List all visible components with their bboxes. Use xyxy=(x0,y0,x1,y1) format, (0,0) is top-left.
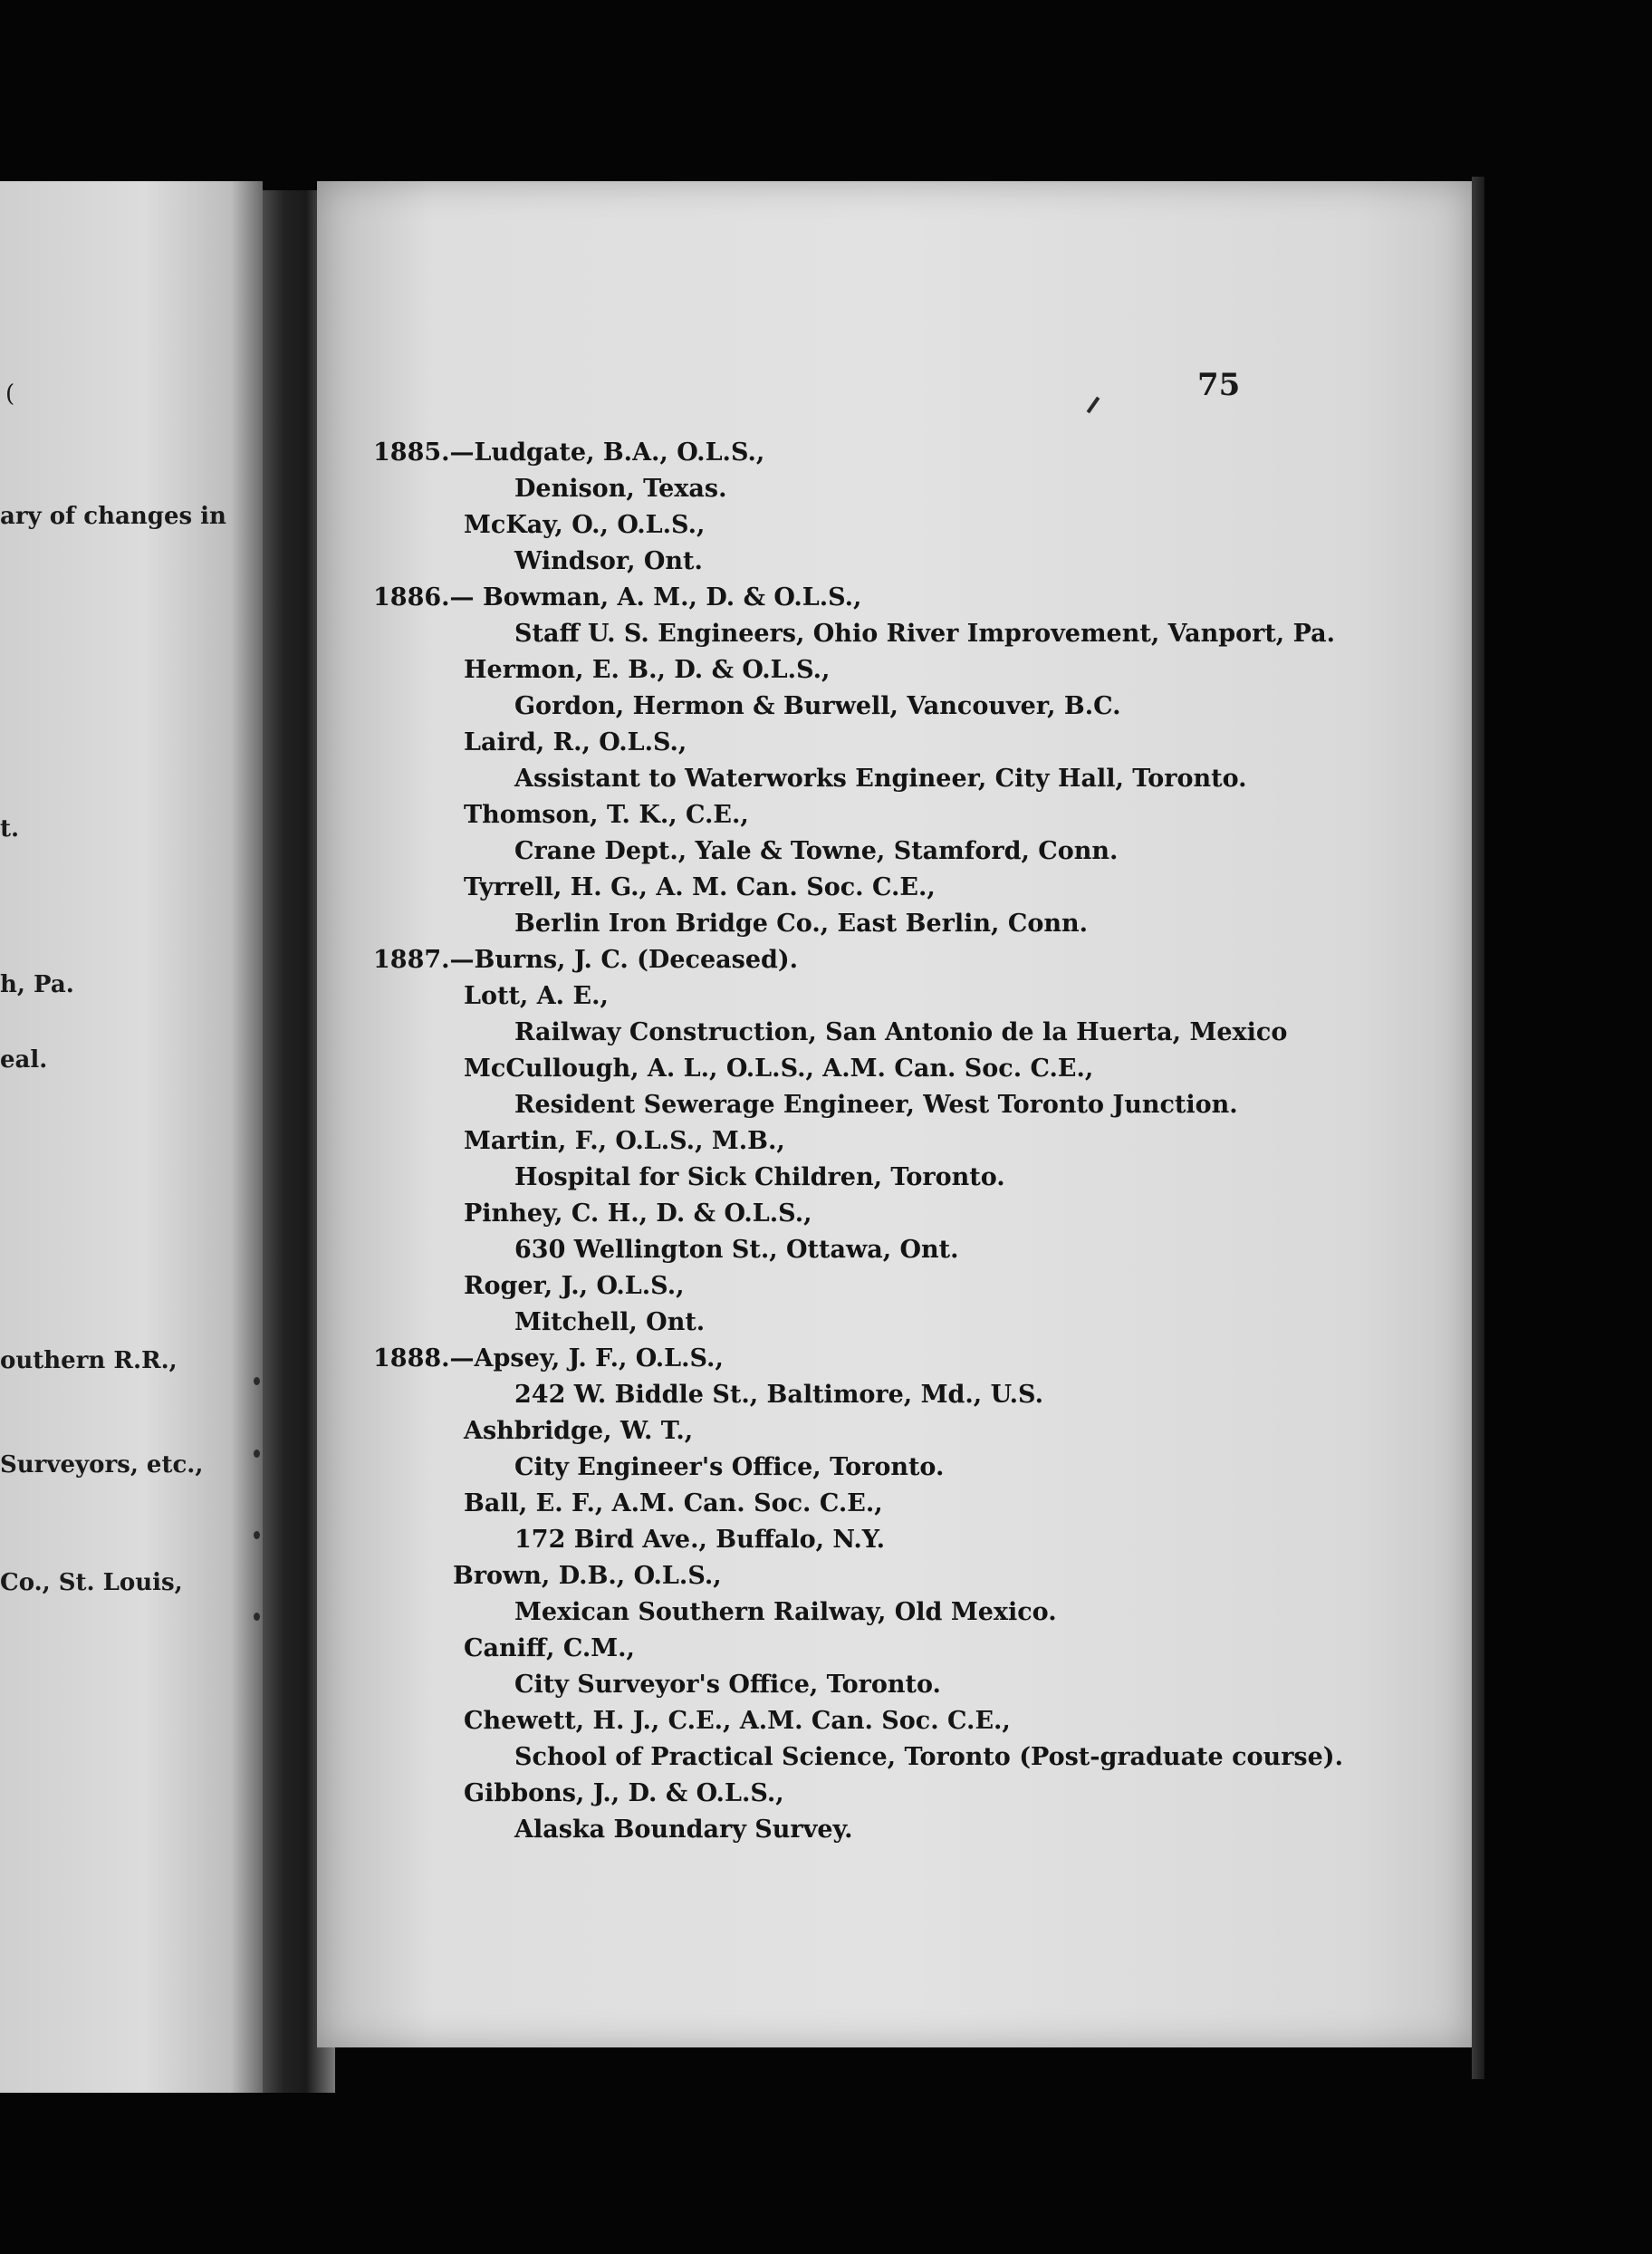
member-name: Martin, F., O.L.S., M.B., xyxy=(464,1127,785,1155)
page-edge xyxy=(1472,177,1484,2079)
left-page-fragment: ary of changes in xyxy=(0,503,226,530)
member-name: Brown, D.B., O.L.S., xyxy=(453,1562,722,1590)
left-page-fragment: Surveyors, etc., xyxy=(0,1451,204,1479)
member-name-line xyxy=(373,1703,1451,1739)
member-name-line xyxy=(373,978,1451,1015)
year-label: 1886.— xyxy=(373,583,483,612)
member-name: Ball, E. F., A.M. Can. Soc. C.E., xyxy=(464,1489,883,1517)
member-name-line xyxy=(373,942,1451,978)
member-address: Windsor, Ont. xyxy=(514,547,703,575)
binding-hole xyxy=(254,1531,260,1539)
entries-list xyxy=(373,435,1451,1848)
member-address: Mitchell, Ont. xyxy=(514,1308,706,1336)
member-name: Ashbridge, W. T., xyxy=(464,1417,694,1445)
left-page-fragment: outhern R.R., xyxy=(0,1347,178,1374)
member-address: Alaska Boundary Survey. xyxy=(514,1816,853,1844)
binding-hole xyxy=(254,1613,260,1621)
left-page-fragment: ( xyxy=(5,380,15,408)
member-name-line xyxy=(373,652,1451,689)
member-name: Burns, J. C. (Deceased). xyxy=(474,946,799,974)
member-name: Tyrrell, H. G., A. M. Can. Soc. C.E., xyxy=(464,873,936,901)
member-name-line xyxy=(373,435,1451,471)
member-name: Apsey, J. F., O.L.S., xyxy=(474,1344,724,1373)
member-address: Mexican Southern Railway, Old Mexico. xyxy=(514,1598,1057,1626)
year-group xyxy=(373,942,1451,1341)
member-name: Gibbons, J., D. & O.L.S., xyxy=(464,1779,784,1807)
member-name-line xyxy=(373,1051,1451,1087)
member-address: Crane Dept., Yale & Towne, Stamford, Conn. xyxy=(514,837,1119,865)
member-name: Hermon, E. B., D. & O.L.S., xyxy=(464,656,831,684)
member-name: Laird, R., O.L.S., xyxy=(464,728,687,756)
member-address: Railway Construction, San Antonio de la Huerta, Mexico xyxy=(514,1018,1288,1046)
year-label: 1885.— xyxy=(373,438,475,467)
member-name-line xyxy=(373,1631,1451,1667)
member-name-line xyxy=(373,1486,1451,1522)
member-name: Pinhey, C. H., D. & O.L.S., xyxy=(464,1199,812,1228)
member-address: Berlin Iron Bridge Co., East Berlin, Conn. xyxy=(514,910,1088,938)
member-address: City Engineer's Office, Toronto. xyxy=(514,1453,945,1481)
left-page-fragment: t. xyxy=(0,815,20,843)
left-page-fragment: h, Pa. xyxy=(0,971,74,998)
member-name-line xyxy=(373,1123,1451,1160)
member-name-line xyxy=(373,1268,1451,1305)
year-group xyxy=(373,580,1451,942)
year-group xyxy=(373,1341,1451,1848)
member-address: Gordon, Hermon & Burwell, Vancouver, B.C. xyxy=(514,692,1121,720)
member-address: City Surveyor's Office, Toronto. xyxy=(514,1671,941,1699)
binding-hole xyxy=(254,1377,260,1385)
member-address: Denison, Texas. xyxy=(514,475,727,503)
member-name: McKay, O., O.L.S., xyxy=(464,511,706,539)
member-name: McCullough, A. L., O.L.S., A.M. Can. Soc. C.E., xyxy=(464,1055,1094,1083)
member-name: Chewett, H. J., C.E., A.M. Can. Soc. C.E., xyxy=(464,1707,1011,1735)
member-name-line xyxy=(373,1558,1451,1594)
member-name-line xyxy=(373,1196,1451,1232)
member-name: Lott, A. E., xyxy=(464,982,609,1010)
member-name: Caniff, C.M., xyxy=(464,1634,635,1662)
year-label: 1888.— xyxy=(373,1344,475,1373)
member-name-line xyxy=(373,1776,1451,1812)
left-page-fragment: eal. xyxy=(0,1046,48,1074)
member-name: Bowman, A. M., D. & O.L.S., xyxy=(482,583,862,612)
member-address: Assistant to Waterworks Engineer, City Hall, Toronto. xyxy=(514,765,1247,793)
member-address: 630 Wellington St., Ottawa, Ont. xyxy=(514,1236,959,1264)
binding-hole xyxy=(254,1450,260,1458)
year-label: 1887.— xyxy=(373,946,475,974)
member-name-line xyxy=(373,1341,1451,1377)
member-address: Resident Sewerage Engineer, West Toronto Junction. xyxy=(514,1091,1238,1119)
left-page-fragment: Co., St. Louis, xyxy=(0,1569,183,1596)
year-group xyxy=(373,435,1451,580)
left-page xyxy=(0,181,263,2093)
member-name-line xyxy=(373,507,1451,544)
member-name-line xyxy=(373,725,1451,761)
member-name-line xyxy=(373,870,1451,906)
member-name-line xyxy=(373,797,1451,833)
member-name-line xyxy=(373,580,1451,616)
page-number: 75 xyxy=(1197,367,1241,403)
member-address: Hospital for Sick Children, Toronto. xyxy=(514,1163,1005,1191)
member-address: 172 Bird Ave., Buffalo, N.Y. xyxy=(514,1526,885,1554)
member-address: 242 W. Biddle St., Baltimore, Md., U.S. xyxy=(514,1381,1043,1409)
member-address: Staff U. S. Engineers, Ohio River Improvement, Vanport, Pa. xyxy=(514,620,1336,648)
member-name: Ludgate, B.A., O.L.S., xyxy=(474,438,765,467)
member-name: Roger, J., O.L.S., xyxy=(464,1272,685,1300)
member-name-line xyxy=(373,1413,1451,1450)
member-address: School of Practical Science, Toronto (Post-graduate course). xyxy=(514,1743,1343,1771)
member-name: Thomson, T. K., C.E., xyxy=(464,801,749,829)
